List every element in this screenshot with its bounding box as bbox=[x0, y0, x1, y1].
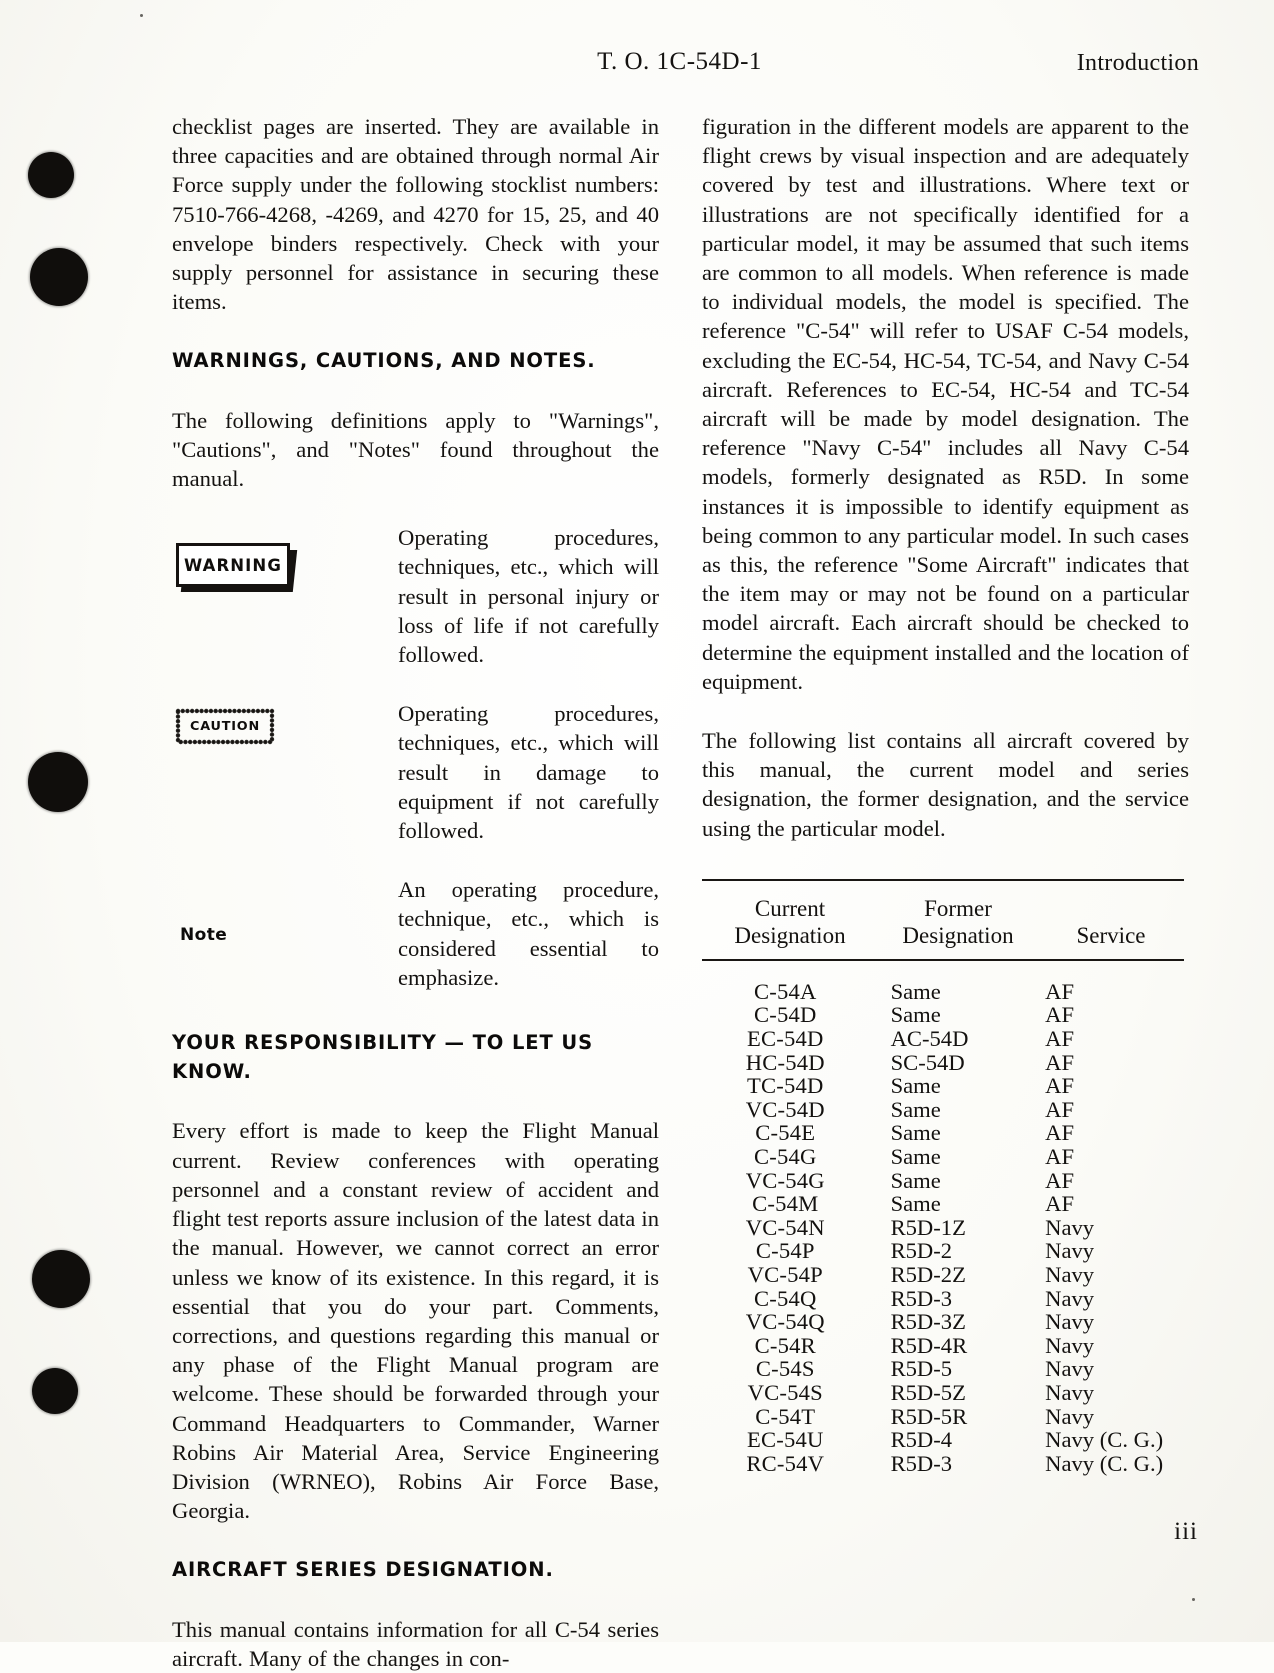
cell-former-designation: R5D-3 bbox=[890, 1285, 953, 1311]
section-title: Introduction bbox=[1076, 50, 1199, 76]
cell-service: Navy bbox=[1045, 1238, 1095, 1264]
cell-current-designation: TC-54D bbox=[747, 1073, 824, 1099]
punch-hole-1 bbox=[28, 152, 74, 198]
note-definition-text: An operating procedure, technique, etc., which is considered essential to emphasize. bbox=[398, 877, 659, 990]
cell-service: Navy bbox=[1045, 1309, 1095, 1335]
cell-service: Navy bbox=[1045, 1285, 1095, 1311]
cell-service: AF bbox=[1045, 1167, 1075, 1193]
cell-service: Navy bbox=[1045, 1262, 1095, 1287]
cell-current-designation: EC-54U bbox=[747, 1427, 824, 1453]
cell-service: AF bbox=[1045, 1191, 1075, 1217]
paragraph-configuration: figuration in the different models are apparent to the flight crews by visual inspection and are adequately covered by test and illustrations. Where text or illustrations are not specifically identified for a particular model, it may be assumed that such items are common to all models. When reference is made to individual models, the model is specified. The reference "C-54" will refer to USAF C-54 models, excluding the EC-54, HC-54, TC-54, and Navy C-54 aircraft. References to EC-54, HC-54 and TC-54 aircraft will be made by model designation. The reference "Navy C-54" includes all Navy C-54 models, formerly designated as R5D. In some instances it is impossible to identify equipment as being common to any particular model. In such cases as this, the reference "Some Aircraft" indicates that the item may or may not be found on a particular model aircraft. Each aircraft should be checked to determine the equipment installed and the location of equipment. bbox=[702, 114, 1189, 694]
cell-former-designation: R5D-5Z bbox=[890, 1379, 966, 1405]
cell-current-designation: C-54D bbox=[754, 1002, 817, 1028]
cell-former-designation: SC-54D bbox=[890, 1049, 965, 1075]
table-row bbox=[702, 1287, 1189, 1311]
table-row bbox=[702, 1263, 1189, 1287]
cell-former-designation: R5D-2Z bbox=[890, 1262, 966, 1287]
warning-definition-text: Operating procedures, techniques, etc., which will result in personal injury or loss of life if not carefully followed. bbox=[398, 525, 659, 668]
cell-service: Navy bbox=[1045, 1332, 1095, 1358]
warning-marker bbox=[172, 523, 387, 585]
table-row bbox=[702, 1169, 1189, 1193]
cell-former-designation: Same bbox=[890, 1120, 941, 1146]
table-row bbox=[702, 1145, 1189, 1169]
cell-current-designation: EC-54D bbox=[747, 1026, 824, 1052]
cell-current-designation: RC-54V bbox=[746, 1450, 825, 1476]
cell-former-designation: R5D-3 bbox=[890, 1450, 953, 1476]
scan-artifact bbox=[140, 14, 143, 17]
punch-hole-3 bbox=[28, 752, 88, 812]
table-row bbox=[702, 1121, 1189, 1145]
cell-service: Navy bbox=[1045, 1379, 1095, 1405]
cell-current-designation: VC-54S bbox=[747, 1379, 823, 1405]
cell-service: AF bbox=[1045, 1073, 1075, 1099]
scan-artifact bbox=[1192, 1598, 1195, 1601]
punch-hole-4 bbox=[32, 1250, 90, 1308]
cell-former-designation: Same bbox=[890, 1144, 941, 1170]
column-header-service-line1: Service bbox=[1076, 922, 1146, 948]
heading-warnings-cautions-notes: WARNINGS, CAUTIONS, AND NOTES. bbox=[172, 349, 596, 373]
cell-former-designation: R5D-4R bbox=[890, 1332, 968, 1358]
cell-service: AF bbox=[1045, 978, 1075, 1004]
cell-service: AF bbox=[1045, 1096, 1075, 1122]
cell-current-designation: C-54E bbox=[755, 1120, 816, 1146]
table-body bbox=[702, 961, 1189, 1475]
table-row bbox=[702, 1051, 1189, 1075]
left-column bbox=[172, 112, 659, 1673]
table-row bbox=[702, 1098, 1189, 1122]
column-header-current bbox=[702, 895, 878, 949]
cell-former-designation: Same bbox=[890, 1096, 941, 1122]
definition-note bbox=[172, 875, 659, 992]
cell-service: Navy bbox=[1045, 1356, 1095, 1382]
cell-current-designation: VC-54P bbox=[747, 1262, 823, 1287]
definition-warning bbox=[172, 523, 659, 669]
table-row bbox=[702, 1405, 1189, 1429]
table-row bbox=[702, 1027, 1189, 1051]
cell-current-designation: C-54Q bbox=[754, 1285, 817, 1311]
cell-current-designation: C-54M bbox=[752, 1191, 819, 1217]
note-marker bbox=[172, 875, 387, 950]
caution-label: CAUTION bbox=[190, 719, 260, 735]
table-row bbox=[702, 980, 1189, 1004]
column-header-former bbox=[878, 895, 1038, 949]
cell-former-designation: Same bbox=[890, 1073, 941, 1099]
paragraph-list-intro: The following list contains all aircraft covered by this manual, the current model and series designation, the former designation, and the service using the particular model. bbox=[702, 728, 1189, 841]
cell-service: Navy bbox=[1045, 1403, 1095, 1429]
table-row bbox=[702, 1216, 1189, 1240]
table-row bbox=[702, 1239, 1189, 1263]
warning-label: WARNING bbox=[184, 555, 282, 575]
table-row bbox=[702, 1452, 1189, 1476]
heading-aircraft-series-designation: AIRCRAFT SERIES DESIGNATION. bbox=[172, 1558, 554, 1582]
cell-current-designation: VC-54N bbox=[745, 1214, 825, 1240]
caution-definition-text: Operating procedures, techniques, etc., which will result in damage to equipment if not carefully followed. bbox=[398, 701, 659, 844]
cell-former-designation: R5D-2 bbox=[890, 1238, 953, 1264]
table-header-row bbox=[702, 881, 1189, 959]
paragraph-definitions-intro: The following definitions apply to "Warnings", "Cautions", and "Notes" found throughout the manual. bbox=[172, 407, 659, 492]
cell-former-designation: Same bbox=[890, 1002, 941, 1028]
cell-service: AF bbox=[1045, 1002, 1075, 1028]
cell-current-designation: C-54R bbox=[754, 1332, 816, 1358]
paragraph-series-intro: This manual contains information for all C-54 series aircraft. Many of the changes in con- bbox=[172, 1616, 659, 1671]
cell-current-designation: VC-54D bbox=[745, 1096, 825, 1122]
column-header-current-line2: Designation bbox=[734, 922, 846, 948]
cell-service: Navy (C. G.) bbox=[1045, 1450, 1164, 1476]
cell-current-designation: VC-54Q bbox=[745, 1309, 825, 1335]
cell-current-designation: C-54S bbox=[755, 1356, 815, 1382]
cell-current-designation: C-54P bbox=[755, 1238, 815, 1264]
table-row bbox=[702, 1310, 1189, 1334]
cell-current-designation: HC-54D bbox=[745, 1049, 825, 1075]
punch-hole-5 bbox=[32, 1368, 78, 1414]
warning-plate-icon bbox=[176, 543, 288, 585]
column-header-service bbox=[1038, 922, 1184, 949]
column-header-former-line2: Designation bbox=[902, 922, 1014, 948]
cell-former-designation: R5D-3Z bbox=[890, 1309, 966, 1335]
paragraph-responsibility: Every effort is made to keep the Flight Manual current. Review conferences with operating personnel and a constant review of accident and flight test reports assure inclusion of the latest data in the manual. However, we cannot correct an error unless we know of its existence. In this regard, it is essential that you do your part. Comments, corrections, and questions regarding this manual or any phase of the Flight Manual program are welcome. These should be forwarded through your Command Headquarters to Commander, Warner Robins Air Material Area, Service Engineering Division (WRNEO), Robins Air Force Base, Georgia. bbox=[172, 1118, 660, 1524]
caution-plate-icon bbox=[178, 711, 272, 742]
cell-former-designation: R5D-1Z bbox=[890, 1214, 966, 1240]
right-column bbox=[702, 112, 1189, 1475]
note-label: Note bbox=[180, 925, 228, 946]
cell-service: AF bbox=[1045, 1144, 1075, 1170]
cell-service: AF bbox=[1045, 1026, 1075, 1052]
table-row bbox=[702, 1334, 1189, 1358]
aircraft-designation-table bbox=[702, 879, 1189, 1475]
document-number: T. O. 1C-54D-1 bbox=[597, 48, 762, 75]
punch-hole-2 bbox=[30, 248, 88, 306]
page-number: iii bbox=[1174, 1518, 1198, 1545]
column-header-current-line1: Current bbox=[754, 895, 826, 921]
cell-service: AF bbox=[1045, 1049, 1075, 1075]
column-header-former-line1: Former bbox=[924, 895, 992, 921]
cell-former-designation: R5D-5 bbox=[890, 1356, 953, 1382]
cell-current-designation: C-54G bbox=[754, 1144, 817, 1170]
table-row bbox=[702, 1428, 1189, 1452]
cell-current-designation: C-54A bbox=[754, 978, 817, 1004]
cell-service: Navy (C. G.) bbox=[1045, 1427, 1164, 1453]
cell-former-designation: Same bbox=[890, 1167, 941, 1193]
table-row bbox=[702, 1357, 1189, 1381]
cell-former-designation: R5D-4 bbox=[890, 1427, 953, 1453]
table-row bbox=[702, 1074, 1189, 1098]
caution-marker bbox=[172, 699, 387, 742]
cell-current-designation: VC-54G bbox=[745, 1167, 825, 1193]
cell-former-designation: Same bbox=[890, 1191, 941, 1217]
cell-service: AF bbox=[1045, 1120, 1075, 1146]
cell-former-designation: Same bbox=[890, 978, 941, 1004]
table-row bbox=[702, 1003, 1189, 1027]
running-head bbox=[160, 48, 1199, 82]
paragraph-checklist: checklist pages are inserted. They are available in three capacities and are obtained through normal Air Force supply under the following stocklist numbers: 7510-766-4268, -4269, and 4270 for 15, 25, and 40 envelope binders respectively. Check with your supply personnel for assistance in securing these items. bbox=[172, 114, 659, 315]
heading-your-responsibility: YOUR RESPONSIBILITY — TO LET US KNOW. bbox=[172, 1031, 594, 1084]
warning-plate-face bbox=[176, 543, 290, 587]
table-row bbox=[702, 1192, 1189, 1216]
definition-caution bbox=[172, 699, 659, 845]
cell-current-designation: C-54T bbox=[755, 1403, 816, 1429]
table-row bbox=[702, 1381, 1189, 1405]
cell-former-designation: R5D-5R bbox=[890, 1403, 968, 1429]
cell-service: Navy bbox=[1045, 1214, 1095, 1240]
cell-former-designation: AC-54D bbox=[890, 1026, 969, 1052]
caution-plate-face bbox=[178, 711, 272, 742]
